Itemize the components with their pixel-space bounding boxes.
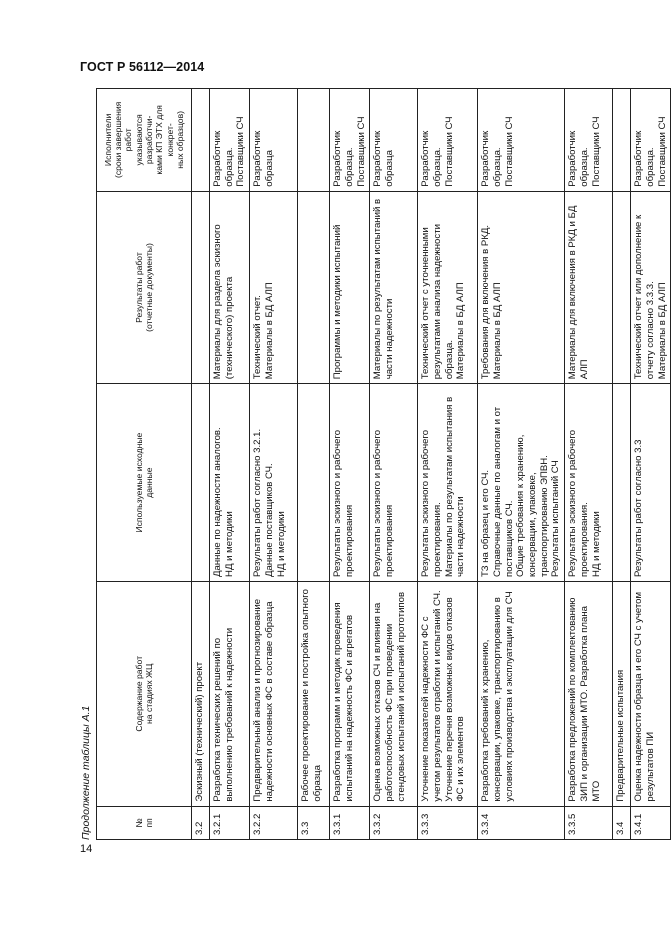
work-stages-table xyxy=(96,88,671,840)
executors xyxy=(192,89,210,192)
column-header-input-data: Используемые исходные данные xyxy=(97,384,192,582)
work-results: Материалы для включения в РКД и БД АЛП xyxy=(565,191,613,384)
executors xyxy=(613,89,631,192)
work-content: Рабочее проектирование и постройка опытного образца xyxy=(298,581,330,806)
table-row xyxy=(192,89,210,840)
column-header-work-content: Содержание работ на стадиях ЖЦ xyxy=(97,581,192,806)
table-row xyxy=(330,89,370,840)
work-content: Оценка надежности образца и его СЧ с учетом результатов ПИ xyxy=(631,581,671,806)
column-header-number: № пп xyxy=(97,806,192,839)
table-row xyxy=(631,89,671,840)
executors: Разработчик образца. Поставщики СЧ xyxy=(478,89,565,192)
executors: Разработчик образца xyxy=(370,89,418,192)
work-results xyxy=(613,191,631,384)
work-results: Технический отчет или дополнение к отчету согласно 3.3.3. Материалы в БД АЛП xyxy=(631,191,671,384)
row-number: 3.3.2 xyxy=(370,806,418,839)
work-content: Уточнение показателей надежности ФС с учетом результатов отработки и испытаний СЧ. Уточнение перечня возможных видов отказов ФС и их элементов xyxy=(418,581,478,806)
input-data: Результаты работ согласно 3.3 xyxy=(631,384,671,582)
input-data: Данные по надежности аналогов. НД и методики xyxy=(210,384,250,582)
work-content: Оценка возможных отказов СЧ и влияния на работоспособность ФС при проведении стендовых испытаний и испытаний прототипов xyxy=(370,581,418,806)
row-number: 3.3.5 xyxy=(565,806,613,839)
table-row xyxy=(298,89,330,840)
work-content: Эскизный (технический) проект xyxy=(192,581,210,806)
work-results: Материалы для раздела эскизного (технического) проекта xyxy=(210,191,250,384)
rotated-table-area xyxy=(80,88,668,840)
row-number: 3.2.2 xyxy=(250,806,298,839)
table-row xyxy=(370,89,418,840)
row-number: 3.4.1 xyxy=(631,806,671,839)
executors: Разработчик образца xyxy=(250,89,298,192)
executors: Разработчик образца. Поставщики СЧ xyxy=(631,89,671,192)
input-data: ТЗ на образец и его СЧ. Справочные данные по аналогам и от поставщиков СЧ. Общие требования к хранению, консервации, упаковке, транспортированию ЭПВН. Результаты испытаний СЧ xyxy=(478,384,565,582)
work-content: Разработка требований к хранению, консервации, упаковке, транспортированию в условиях производства и эксплуатации для СЧ xyxy=(478,581,565,806)
row-number: 3.3.3 xyxy=(418,806,478,839)
input-data xyxy=(298,384,330,582)
row-number: 3.3 xyxy=(298,806,330,839)
row-number: 3.4 xyxy=(613,806,631,839)
column-header-results: Результаты работ (отчетные документы) xyxy=(97,191,192,384)
work-content: Разработка программ и методик проведения испытаний на надежность ФС и агрегатов xyxy=(330,581,370,806)
work-results xyxy=(298,191,330,384)
executors: Разработчик образца. Поставщики СЧ xyxy=(565,89,613,192)
input-data: Результаты эскизного и рабочего проектирования xyxy=(370,384,418,582)
work-results: Технический отчет. Материалы в БД АЛП xyxy=(250,191,298,384)
executors xyxy=(298,89,330,192)
input-data xyxy=(192,384,210,582)
page-number: 14 xyxy=(80,843,93,855)
column-header-executors: Исполнители (сроки завершения работ указываются разработчи- ками КП ЭТХ для конкрет- ных образцов) xyxy=(97,89,192,192)
table-body xyxy=(192,89,671,840)
input-data xyxy=(613,384,631,582)
table-row xyxy=(613,89,631,840)
work-content: Предварительный анализ и прогнозирование надежности основных ФС в составе образца xyxy=(250,581,298,806)
work-results: Материалы по результатам испытаний в части надежности xyxy=(370,191,418,384)
executors: Разработчик образца. Поставщики СЧ xyxy=(330,89,370,192)
work-results: Требования для включения в РКД. Материалы в БД АЛП xyxy=(478,191,565,384)
input-data: Результаты эскизного и рабочего проектирования. НД и методики xyxy=(565,384,613,582)
table-row xyxy=(478,89,565,840)
work-content: Предварительные испытания xyxy=(613,581,631,806)
work-results: Программы и методики испытаний xyxy=(330,191,370,384)
work-content: Разработка предложений по комплектованию ЗИП и организации МТО. Разработка плана МТО xyxy=(565,581,613,806)
executors: Разработчик образца. Поставщики СЧ xyxy=(210,89,250,192)
work-content: Разработка технических решений по выполнению требований к надежности xyxy=(210,581,250,806)
row-number: 3.3.1 xyxy=(330,806,370,839)
input-data: Результаты эскизного и рабочего проектирования xyxy=(330,384,370,582)
executors: Разработчик образца. Поставщики СЧ xyxy=(418,89,478,192)
input-data: Результаты работ согласно 3.2.1. Данные поставщиков СЧ. НД и методики xyxy=(250,384,298,582)
row-number: 3.2 xyxy=(192,806,210,839)
table-header xyxy=(97,89,192,840)
row-number: 3.2.1 xyxy=(210,806,250,839)
table-row xyxy=(250,89,298,840)
header-row xyxy=(97,89,192,840)
input-data: Результаты эскизного и рабочего проектирования. Материалы по результатам испытания в части надежности xyxy=(418,384,478,582)
table-row xyxy=(210,89,250,840)
table-row xyxy=(565,89,613,840)
table-caption: Продолжение таблицы А.1 xyxy=(80,705,92,840)
row-number: 3.3.4 xyxy=(478,806,565,839)
work-results xyxy=(192,191,210,384)
table-row xyxy=(418,89,478,840)
document-header-title: ГОСТ Р 56112—2014 xyxy=(80,60,205,74)
work-results: Технический отчет с уточненными результатами анализа надежности образца. Материалы в БД АЛП xyxy=(418,191,478,384)
